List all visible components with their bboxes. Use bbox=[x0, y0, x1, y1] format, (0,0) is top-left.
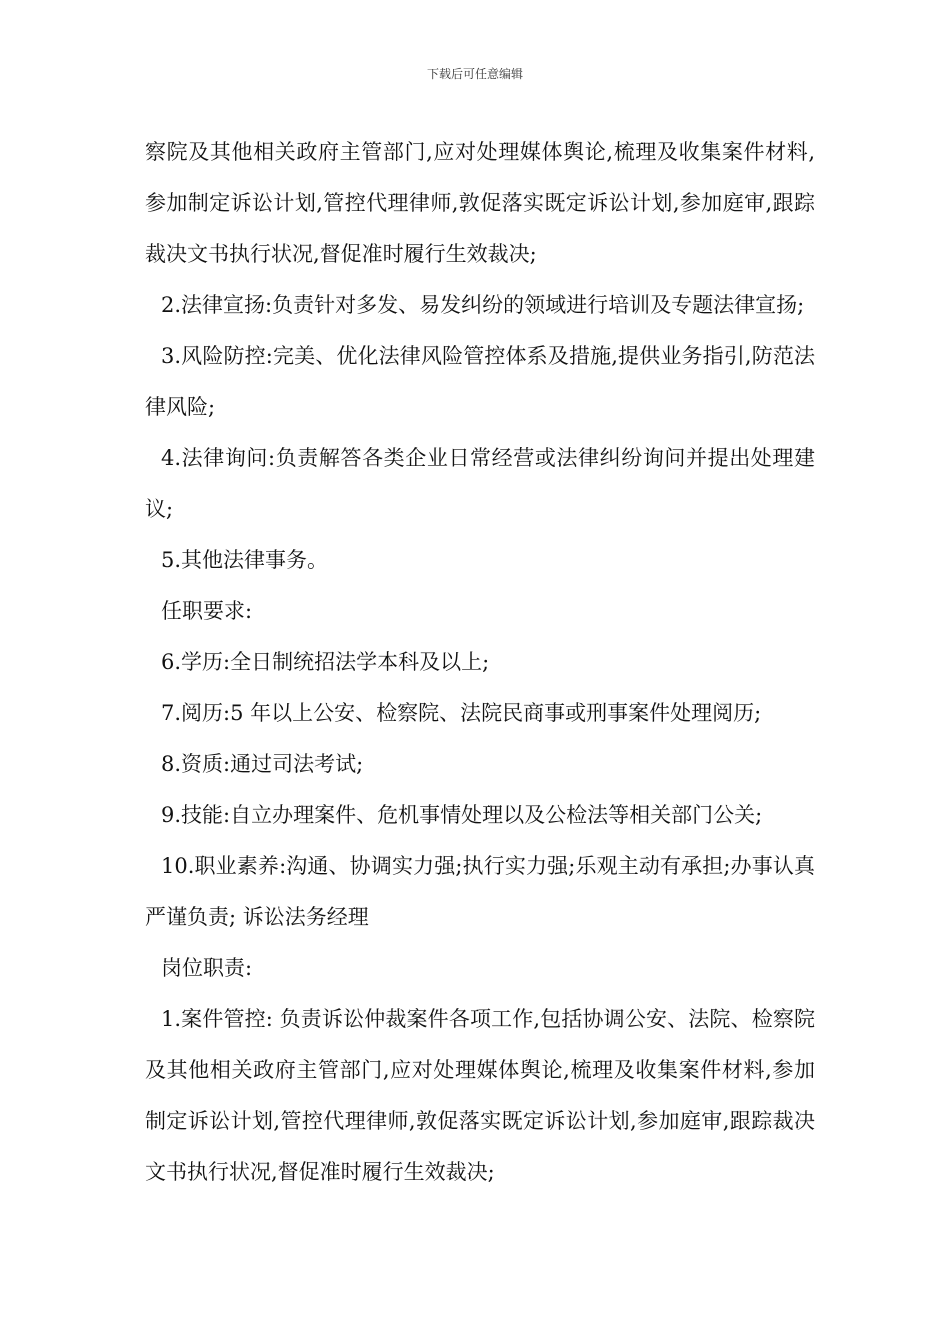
paragraph-case-management: 1.案件管控: 负责诉讼仲裁案件各项工作,包括协调公安、法院、检察院及其他相关政府主管部门,应对处理媒体舆论,梳理及收集案件材料,参加制定诉讼计划,管控代理律师,敦促落实既定诉讼计划,参加庭审,跟踪裁决文书执行状况,督促准时履行生效裁决; bbox=[145, 1007, 815, 1184]
paragraph-case-management-continued: 察院及其他相关政府主管部门,应对处理媒体舆论,梳理及收集案件材料,参加制定诉讼计划,管控代理律师,敦促落实既定诉讼计划,参加庭审,跟踪裁决文书执行状况,督促准时履行生效裁决; bbox=[145, 140, 815, 266]
paragraph-experience: 7.阅历:5 年以上公安、检察院、法院民商事或刑事案件处理阅历; bbox=[161, 701, 762, 725]
paragraph-legal-inquiry: 4.法律询问:负责解答各类企业日常经营或法律纠纷询问并提出处理建议; bbox=[145, 446, 815, 521]
header-note: 下载后可任意编辑 bbox=[426, 67, 523, 81]
paragraph-risk-control: 3.风险防控:完美、优化法律风险管控体系及措施,提供业务指引,防范法律风险; bbox=[145, 344, 815, 419]
paragraph-professional-quality: 10.职业素养:沟通、协调实力强;执行实力强;乐观主动有承担;办事认真严谨负责; 诉讼法务经理 bbox=[145, 854, 815, 929]
paragraph-education: 6.学历:全日制统招法学本科及以上; bbox=[161, 650, 490, 674]
paragraph-legal-publicity: 2.法律宣扬:负责针对多发、易发纠纷的领域进行培训及专题法律宣扬; bbox=[161, 293, 805, 317]
section-heading-responsibilities: 岗位职责: bbox=[161, 956, 253, 980]
paragraph-skills: 9.技能:自立办理案件、危机事情处理以及公检法等相关部门公关; bbox=[161, 803, 763, 827]
paragraph-other-legal-affairs: 5.其他法律事务。 bbox=[161, 548, 329, 572]
section-heading-requirements: 任职要求: bbox=[161, 599, 253, 623]
document-body bbox=[145, 127, 815, 1198]
paragraph-qualification: 8.资质:通过司法考试; bbox=[161, 752, 364, 776]
